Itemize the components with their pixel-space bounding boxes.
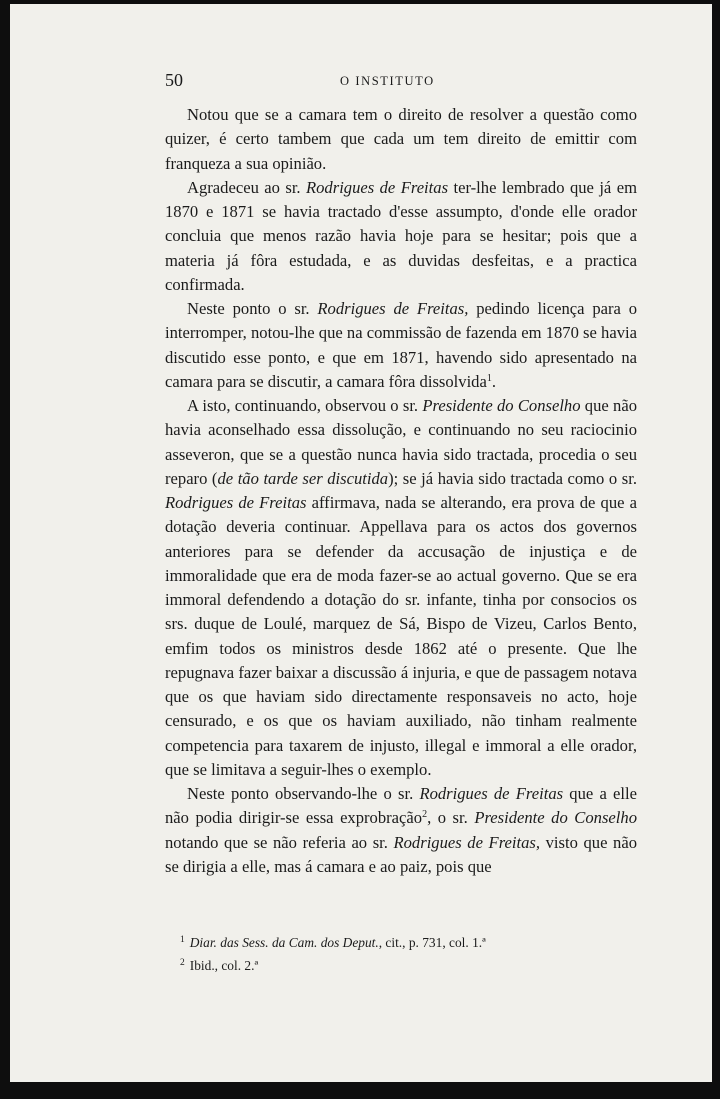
paragraph: Neste ponto o sr. Rodrigues de Freitas, pedindo licença para o interromper, notou-lhe que na commissão de fazenda em 1870 se havia discutido esse ponto, e que em 1871, havendo sido apresentado na camara para se discutir, a camara fôra dissolvida$^1$. [165, 299, 637, 391]
footnotes [180, 930, 640, 976]
footnote: $^2$ Ibid., col. 2.ª [180, 958, 259, 973]
footnote-ref: 1 [486, 372, 492, 384]
paragraph: Notou que se a camara tem o direito de resolver a questão como quizer, é certo tambem que cada um tem direito de emittir com franqueza a sua opinião. [165, 105, 637, 173]
footnote-ref: 2 [422, 809, 428, 821]
page-number: 50 [165, 70, 183, 90]
paragraph: Neste ponto observando-lhe o sr. Rodrigues de Freitas que a elle não podia dirigir-se essa exprobração$^2$, o sr. Presidente do Conselho notando que se não referia ao sr. Rodrigues de Freitas, visto que não se dirigia a elle, mas á camara e ao paiz, pois que [165, 784, 637, 876]
page-header [165, 68, 637, 92]
running-title: O INSTITUTO [340, 74, 435, 88]
body-text [165, 103, 637, 879]
paragraph: Agradeceu ao sr. Rodrigues de Freitas ter-lhe lembrado que já em 1870 e 1871 se havia tractado d'esse assumpto, d'onde elle orador concluia que menos razão havia hoje para se hesitar; pois que a materia já fôra estudada, e as duvidas desfeitas, e a practica confirmada. [165, 177, 637, 294]
footnote-divider [165, 918, 637, 919]
footnote-mark: 2 [180, 958, 185, 968]
paragraph: A isto, continuando, observou o sr. Presidente do Conselho que não havia aconselhado essa dissolução, e continuando no seu raciocinio asseveron, que se a questão nunca havia sido tractada, procedia o seu reparo (de tão tarde ser discutida); se já havia sido tractada como o sr. Rodrigues de Freitas affirmava, nada se alterando, era prova de que a dotação deveria continuar. Appellava para os actos dos governos anteriores para se defender da accusação de injustiça e de immoralidade que era de moda fazer-se ao actual governo. Que se era immoral defendendo a dotação do sr. infante, tinha por consocios os srs. duque de Loulé, marquez de Sá, Bispo de Vizeu, Carlos Bento, emfim todos os ministros desde 1862 até o presente. Que lhe repugnava fazer baixar a discussão á injuria, e que de passagem notava que os que haviam sido directamente responsaveis no acto, hoje censurado, e os que os haviam auxiliado, não tinham realmente competencia para taxarem de injusto, illegal e immoral a elle orador, que se limitava a seguir-lhes o exemplo. [165, 396, 637, 779]
footnote: $^1$ Diar. das Sess. da Cam. dos Deput., cit., p. 731, col. 1.ª [180, 935, 486, 950]
footnote-mark: 1 [180, 935, 185, 945]
